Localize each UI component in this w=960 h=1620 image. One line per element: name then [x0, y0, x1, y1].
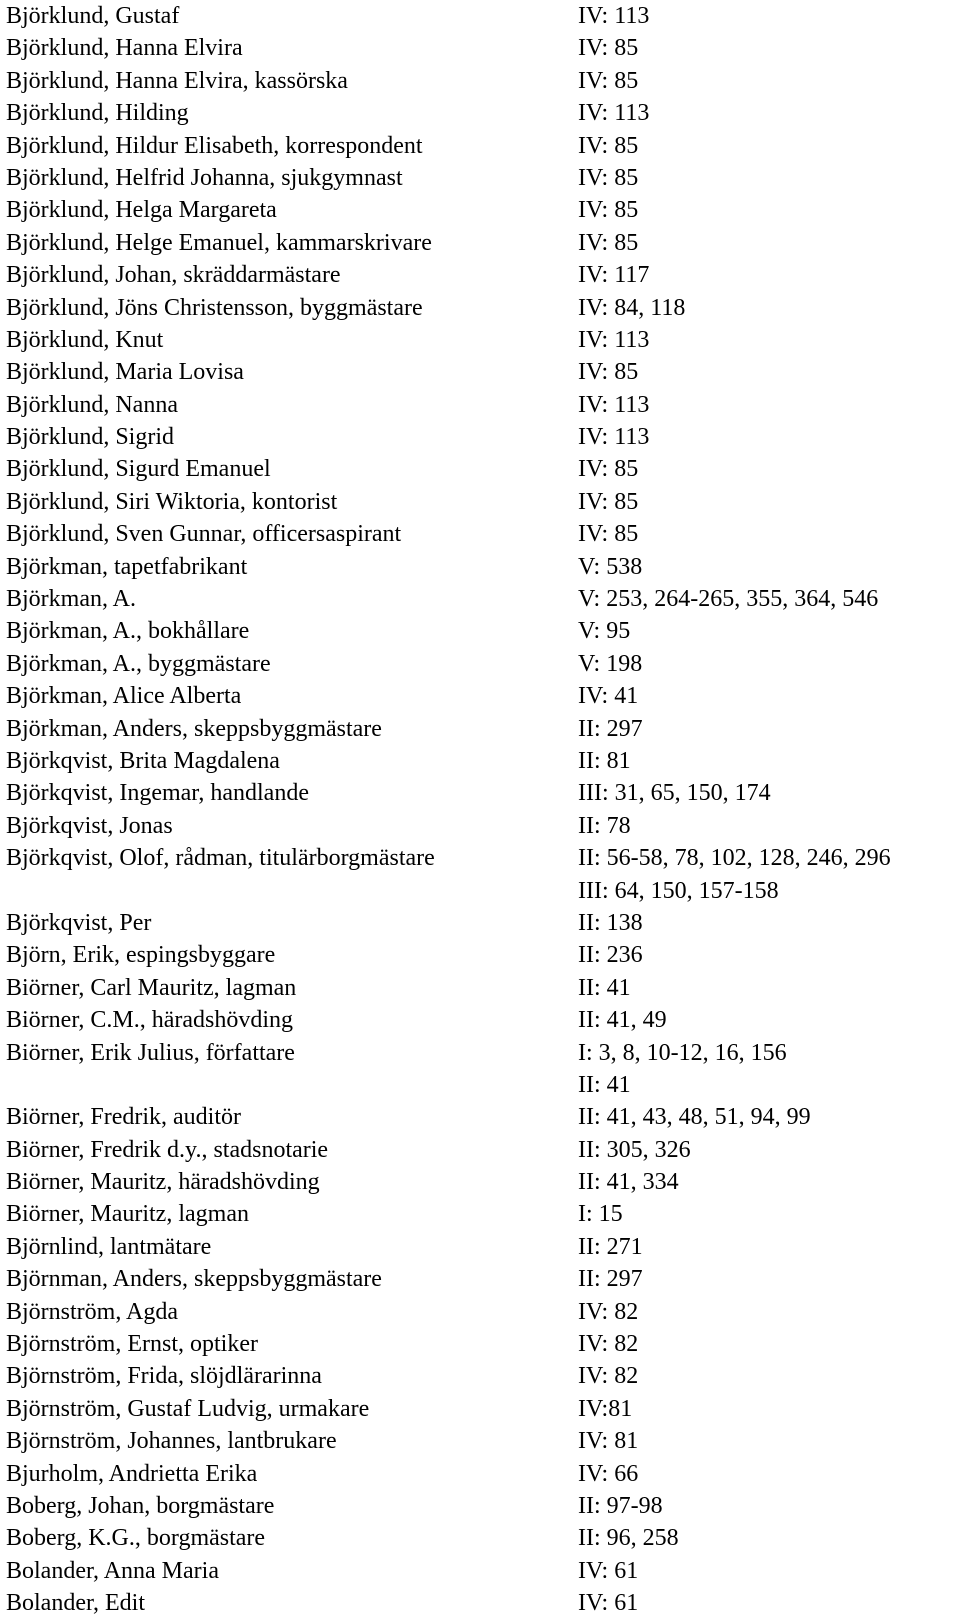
entry-name: Björnström, Frida, slöjdlärarinna [6, 1363, 322, 1390]
entry-name: Bjurholm, Andrietta Erika [6, 1460, 258, 1487]
entry-reference: IV: 61 [578, 1557, 639, 1584]
index-entry [0, 324, 960, 356]
index-entry [0, 389, 960, 421]
entry-reference: II: 138 [578, 909, 643, 936]
index-entry [0, 1231, 960, 1263]
index-entry [0, 1101, 960, 1133]
entry-reference: I: 3, 8, 10-12, 16, 156 [578, 1039, 787, 1066]
entry-reference: IV: 82 [578, 1298, 639, 1325]
entry-name: Björklund, Helga Margareta [6, 197, 277, 224]
index-entry [0, 356, 960, 388]
entry-reference: V: 95 [578, 618, 631, 645]
index-entry [0, 907, 960, 939]
entry-name: Björklund, Helge Emanuel, kammarskrivare [6, 229, 432, 256]
index-entry [0, 615, 960, 647]
entry-reference: V: 538 [578, 553, 643, 580]
index-entry [0, 486, 960, 518]
entry-name: Biörner, Mauritz, lagman [6, 1201, 249, 1228]
entry-reference: IV: 117 [578, 262, 650, 289]
entry-reference: V: 253, 264-265, 355, 364, 546 [578, 586, 879, 613]
entry-reference: II: 78 [578, 812, 631, 839]
entry-reference: IV: 85 [578, 164, 639, 191]
entry-reference: II: 81 [578, 747, 631, 774]
entry-name: Björkqvist, Ingemar, handlande [6, 780, 309, 807]
index-entry [0, 1490, 960, 1522]
entry-reference: III: 64, 150, 157-158 [578, 877, 779, 904]
entry-name: Björkqvist, Brita Magdalena [6, 747, 280, 774]
entry-name: Björkman, tapetfabrikant [6, 553, 248, 580]
index-entry [0, 32, 960, 64]
entry-reference: II: 271 [578, 1233, 643, 1260]
entry-reference: IV: 85 [578, 521, 639, 548]
entry-name: Björkqvist, Olof, rådman, titulärborgmästare [6, 845, 435, 872]
index-entry [0, 1522, 960, 1554]
entry-name: Björnström, Agda [6, 1298, 178, 1325]
index-entry [0, 1263, 960, 1295]
index-entry [0, 777, 960, 809]
entry-name: Björkqvist, Per [6, 909, 152, 936]
entry-name: Björkqvist, Jonas [6, 812, 173, 839]
entry-name: Björklund, Jöns Christensson, byggmästare [6, 294, 423, 321]
entry-reference: IV: 85 [578, 488, 639, 515]
index-entry-continuation [0, 1069, 960, 1101]
entry-reference: IV: 61 [578, 1590, 639, 1617]
index-entry [0, 939, 960, 971]
entry-reference: IV: 113 [578, 100, 650, 127]
entry-name: Björkman, Anders, skeppsbyggmästare [6, 715, 382, 742]
entry-reference: IV: 66 [578, 1460, 639, 1487]
entry-reference: II: 41, 49 [578, 1007, 667, 1034]
entry-name: Biörner, Fredrik, auditör [6, 1104, 241, 1131]
entry-reference: V: 198 [578, 650, 643, 677]
index-entry [0, 1425, 960, 1457]
entry-name: Björklund, Hildur Elisabeth, korrespondent [6, 132, 423, 159]
index-entry [0, 259, 960, 291]
index-entry [0, 1393, 960, 1425]
entry-reference: IV: 85 [578, 67, 639, 94]
index-entry [0, 648, 960, 680]
entry-name: Björnman, Anders, skeppsbyggmästare [6, 1266, 382, 1293]
index-entry [0, 65, 960, 97]
entry-reference: II: 41, 43, 48, 51, 94, 99 [578, 1104, 811, 1131]
entry-name: Björklund, Gustaf [6, 3, 180, 29]
entry-reference: IV: 41 [578, 683, 639, 710]
index-entry [0, 745, 960, 777]
index-entry [0, 0, 960, 32]
entry-name: Björklund, Johan, skräddarmästare [6, 262, 341, 289]
entry-reference: IV: 113 [578, 326, 650, 353]
entry-reference: IV: 113 [578, 424, 650, 451]
entry-name: Björkman, A., bokhållare [6, 618, 250, 645]
entry-name: Björn, Erik, espingsbyggare [6, 942, 276, 969]
index-entry [0, 453, 960, 485]
entry-reference: II: 41, 334 [578, 1169, 679, 1196]
entry-name: Björklund, Sigurd Emanuel [6, 456, 271, 483]
entry-name: Björkman, A. [6, 586, 136, 613]
index-entry [0, 713, 960, 745]
index-entry [0, 1037, 960, 1069]
index-entry [0, 1555, 960, 1587]
entry-name: Björklund, Hilding [6, 100, 189, 127]
entry-name: Björnström, Gustaf Ludvig, urmakare [6, 1395, 370, 1422]
entry-reference: IV: 113 [578, 391, 650, 418]
index-entry [0, 842, 960, 874]
index-entry [0, 1458, 960, 1490]
entry-reference: IV: 85 [578, 197, 639, 224]
entry-reference: I: 15 [578, 1201, 623, 1228]
entry-reference: II: 56-58, 78, 102, 128, 246, 296 [578, 845, 891, 872]
entry-reference: IV: 84, 118 [578, 294, 686, 321]
entry-name: Björklund, Knut [6, 326, 164, 353]
entry-reference: II: 297 [578, 1266, 643, 1293]
index-entry [0, 421, 960, 453]
entry-reference: II: 97-98 [578, 1492, 663, 1519]
index-entry [0, 680, 960, 712]
entry-name: Biörner, Erik Julius, författare [6, 1039, 295, 1066]
index-entry [0, 972, 960, 1004]
entry-reference: III: 31, 65, 150, 174 [578, 780, 771, 807]
index-entry [0, 583, 960, 615]
entry-name: Bolander, Anna Maria [6, 1557, 219, 1584]
entry-name: Björkman, Alice Alberta [6, 683, 242, 710]
index-entry [0, 1296, 960, 1328]
entry-reference: IV: 85 [578, 359, 639, 386]
index-entry [0, 1166, 960, 1198]
entry-name: Björklund, Hanna Elvira [6, 35, 243, 62]
entry-reference: IV: 113 [578, 3, 650, 29]
index-entry [0, 518, 960, 550]
index-entry [0, 292, 960, 324]
index-entry [0, 1004, 960, 1036]
index-entry [0, 162, 960, 194]
entry-reference: II: 305, 326 [578, 1136, 691, 1163]
index-entry [0, 227, 960, 259]
entry-reference: IV: 82 [578, 1363, 639, 1390]
index-entry [0, 194, 960, 226]
entry-name: Björklund, Nanna [6, 391, 178, 418]
entry-reference: IV:81 [578, 1395, 633, 1422]
index-entry [0, 130, 960, 162]
entry-reference: II: 41 [578, 974, 631, 1001]
index-entry [0, 1360, 960, 1392]
entry-reference: IV: 85 [578, 132, 639, 159]
entry-reference: IV: 85 [578, 456, 639, 483]
entry-name: Björnström, Johannes, lantbrukare [6, 1428, 337, 1455]
entry-name: Björklund, Helfrid Johanna, sjukgymnast [6, 164, 403, 191]
entry-name: Björnlind, lantmätare [6, 1233, 212, 1260]
index-entry [0, 1587, 960, 1619]
index-entry [0, 97, 960, 129]
entry-name: Björklund, Sven Gunnar, officersaspirant [6, 521, 402, 548]
entry-name: Boberg, K.G., borgmästare [6, 1525, 266, 1552]
entry-name: Björklund, Siri Wiktoria, kontorist [6, 488, 338, 515]
index-entry [0, 1134, 960, 1166]
entry-reference: IV: 81 [578, 1428, 639, 1455]
entry-name: Björnström, Ernst, optiker [6, 1331, 258, 1358]
entry-reference: II: 41 [578, 1071, 631, 1098]
index-entry [0, 551, 960, 583]
index-entry [0, 1198, 960, 1230]
entry-name: Biörner, Fredrik d.y., stadsnotarie [6, 1136, 329, 1163]
entry-reference: II: 236 [578, 942, 643, 969]
entry-name: Björklund, Sigrid [6, 424, 175, 451]
index-entry [0, 1328, 960, 1360]
entry-name: Björklund, Maria Lovisa [6, 359, 244, 386]
entry-name: Biörner, Mauritz, häradshövding [6, 1169, 320, 1196]
entry-name: Björklund, Hanna Elvira, kassörska [6, 67, 348, 94]
entry-name: Biörner, C.M., häradshövding [6, 1007, 294, 1034]
entry-reference: II: 297 [578, 715, 643, 742]
entry-reference: IV: 85 [578, 35, 639, 62]
entry-name: Boberg, Johan, borgmästare [6, 1492, 275, 1519]
entry-reference: IV: 85 [578, 229, 639, 256]
entry-reference: IV: 82 [578, 1331, 639, 1358]
entry-name: Björkman, A., byggmästare [6, 650, 271, 677]
entry-name: Biörner, Carl Mauritz, lagman [6, 974, 297, 1001]
entry-reference: II: 96, 258 [578, 1525, 679, 1552]
entry-name: Bolander, Edit [6, 1590, 146, 1617]
index-entry-continuation [0, 875, 960, 907]
index-entry [0, 810, 960, 842]
